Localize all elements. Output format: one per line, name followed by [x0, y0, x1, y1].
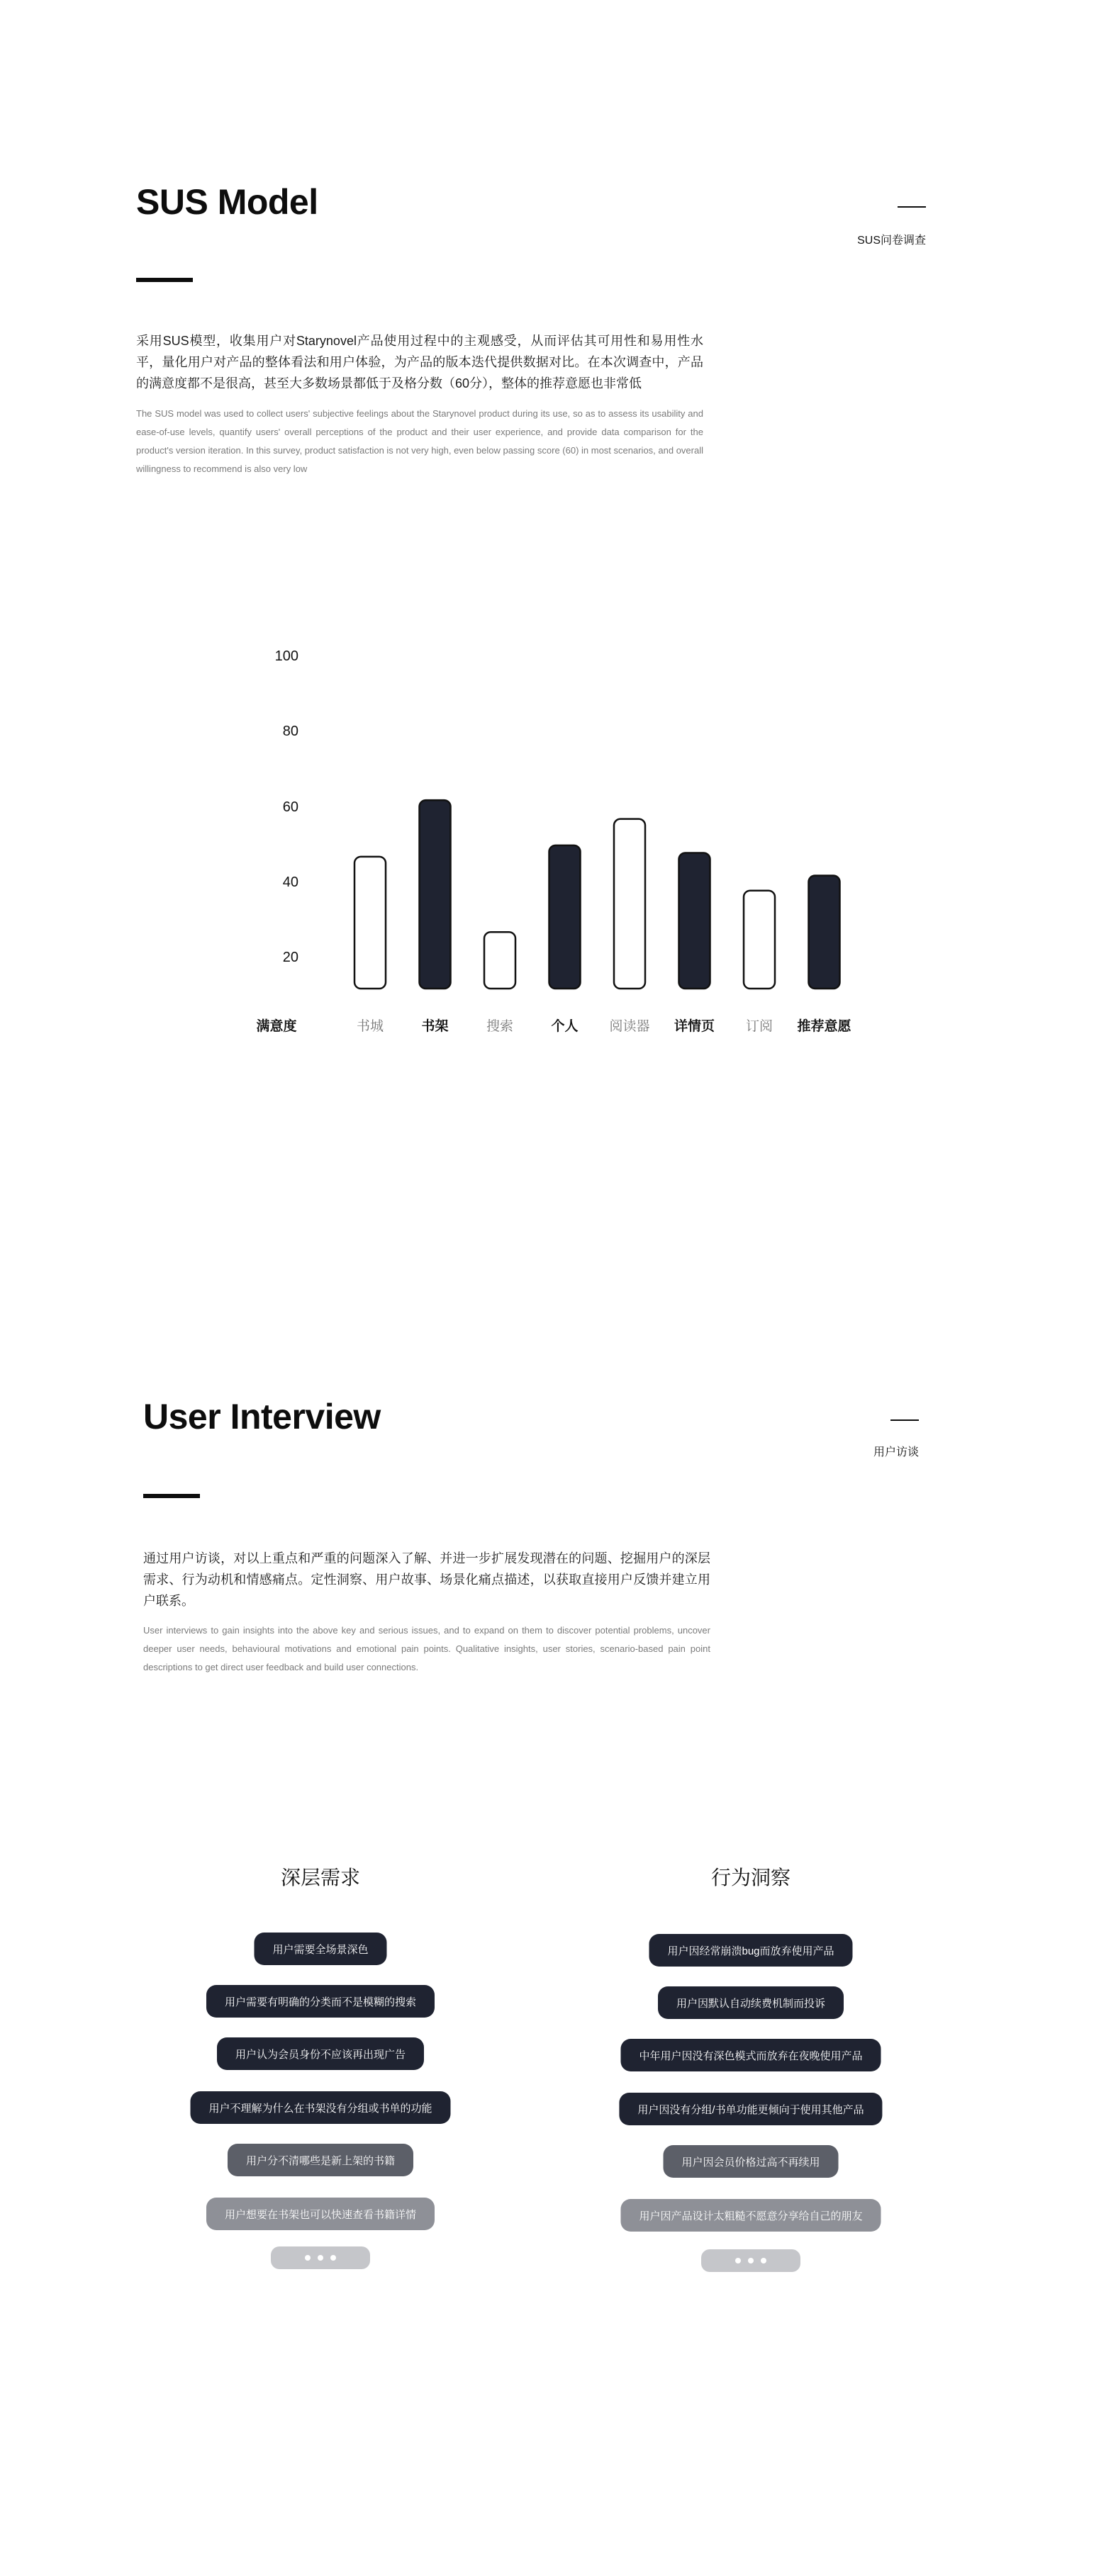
- needs-item: 用户需要有明确的分类而不是模糊的搜索: [206, 1985, 435, 2018]
- behaviors-title: 行为洞察: [710, 1867, 791, 1889]
- behaviors-item: 用户因经常崩溃bug而放弃使用产品: [649, 1934, 852, 1967]
- needs-item: 用户认为会员身份不应该再出现广告: [217, 2037, 424, 2070]
- sus-tag: SUS问卷调查: [857, 235, 926, 247]
- needs-item: 用户需要全场景深色: [254, 1933, 386, 1965]
- bar-阅读器: [614, 819, 645, 989]
- bar-推荐意愿: [809, 875, 840, 989]
- y-tick-label: 40: [282, 874, 298, 891]
- bar-书架: [420, 800, 451, 989]
- x-category-label: 搜索: [486, 1019, 513, 1034]
- interview-tag: 用户访谈: [873, 1446, 919, 1458]
- bar-订阅: [744, 891, 775, 989]
- behaviors-item: 用户因默认自动续费机制而投诉: [658, 1986, 844, 2019]
- dot-icon: [748, 2258, 754, 2263]
- x-category-label: 详情页: [674, 1019, 715, 1034]
- needs-item: 用户不理解为什么在书架没有分组或书单的功能: [190, 2091, 450, 2124]
- dot-icon: [305, 2255, 311, 2261]
- behaviors-more-button[interactable]: [701, 2249, 800, 2272]
- sus-chart: [0, 0, 1106, 1063]
- dot-icon: [330, 2255, 336, 2261]
- y-tick-label: 60: [282, 799, 298, 815]
- bar-搜索: [484, 932, 515, 989]
- behaviors-item: 用户因没有分组/书单功能更倾向于使用其他产品: [619, 2093, 882, 2125]
- interview-description-en: User interviews to gain insights into the above key and serious issues, and to expand on them to discover potential problems, uncover deeper user needs, behavioural motivations and emotional pain points. Qualitative insights, user stories, scenario-based pain point descriptions to get direct user feedback and build user connections.: [143, 1625, 710, 1672]
- sus-tag-line: [898, 206, 926, 208]
- y-axis-label: 满意度: [256, 1019, 297, 1034]
- needs-item: 用户分不清哪些是新上架的书籍: [228, 2144, 413, 2176]
- behaviors-item: 用户因会员价格过高不再续用: [663, 2145, 838, 2178]
- dot-icon: [761, 2258, 766, 2263]
- sus-title-accent: [136, 278, 193, 282]
- bar-个人: [549, 845, 581, 989]
- x-category-label: 订阅: [745, 1019, 773, 1034]
- behaviors-item: 用户因产品设计太粗糙不愿意分享给自己的朋友: [620, 2199, 881, 2232]
- sus-bar-chart: [0, 0, 1106, 1063]
- x-category-label: 书架: [421, 1019, 449, 1034]
- dot-icon: [318, 2255, 323, 2261]
- interview-title-accent: [143, 1494, 200, 1498]
- y-tick-label: 80: [282, 724, 298, 740]
- bar-书城: [354, 857, 386, 989]
- x-category-label: 阅读器: [609, 1019, 650, 1034]
- y-tick-label: 100: [274, 648, 298, 664]
- x-category-label: 个人: [551, 1019, 579, 1034]
- interview-tag-line: [890, 1419, 919, 1421]
- needs-item: 用户想要在书架也可以快速查看书籍详情: [206, 2198, 435, 2230]
- needs-title: 深层需求: [280, 1867, 360, 1889]
- sus-description-en: The SUS model was used to collect users' subjective feelings about the Starynovel product during its use, so as to assess its usability and ease-of-use levels, quantify users' overall perceptions of the product and their user experience, and provide data comparison for the product's version iteration. In this survey, product satisfaction is not very high, even below passing score (60) in most scenarios, and overall willingness to recommend is also very low: [136, 408, 703, 474]
- needs-more-button[interactable]: [271, 2246, 370, 2269]
- sus-description-zh: 采用SUS模型，收集用户对Starynovel产品使用过程中的主观感受，从而评估其可用性和易用性水平，量化用户对产品的整体看法和用户体验，为产品的版本迭代提供数据对比。在本次调查中，产品的满意度都不是很高，甚至大多数场景都低于及格分数（60分），整体的推荐意愿也非常低: [136, 334, 703, 390]
- y-tick-label: 20: [282, 950, 298, 966]
- behaviors-item: 中年用户因没有深色模式而放弃在夜晚使用产品: [620, 2039, 881, 2071]
- x-category-label: 推荐意愿: [797, 1019, 851, 1034]
- interview-description-zh: 通过用户访谈，对以上重点和严重的问题深入了解、并进一步扩展发现潜在的问题、挖掘用户的深层需求、行为动机和情感痛点。定性洞察、用户故事、场景化痛点描述，以获取直接用户反馈并建立用户联系。: [143, 1551, 710, 1608]
- x-category-label: 书城: [356, 1019, 384, 1034]
- dot-icon: [735, 2258, 741, 2263]
- interview-title: User Interview: [143, 1397, 381, 1436]
- sus-title: SUS Model: [136, 182, 318, 222]
- bar-详情页: [679, 853, 710, 989]
